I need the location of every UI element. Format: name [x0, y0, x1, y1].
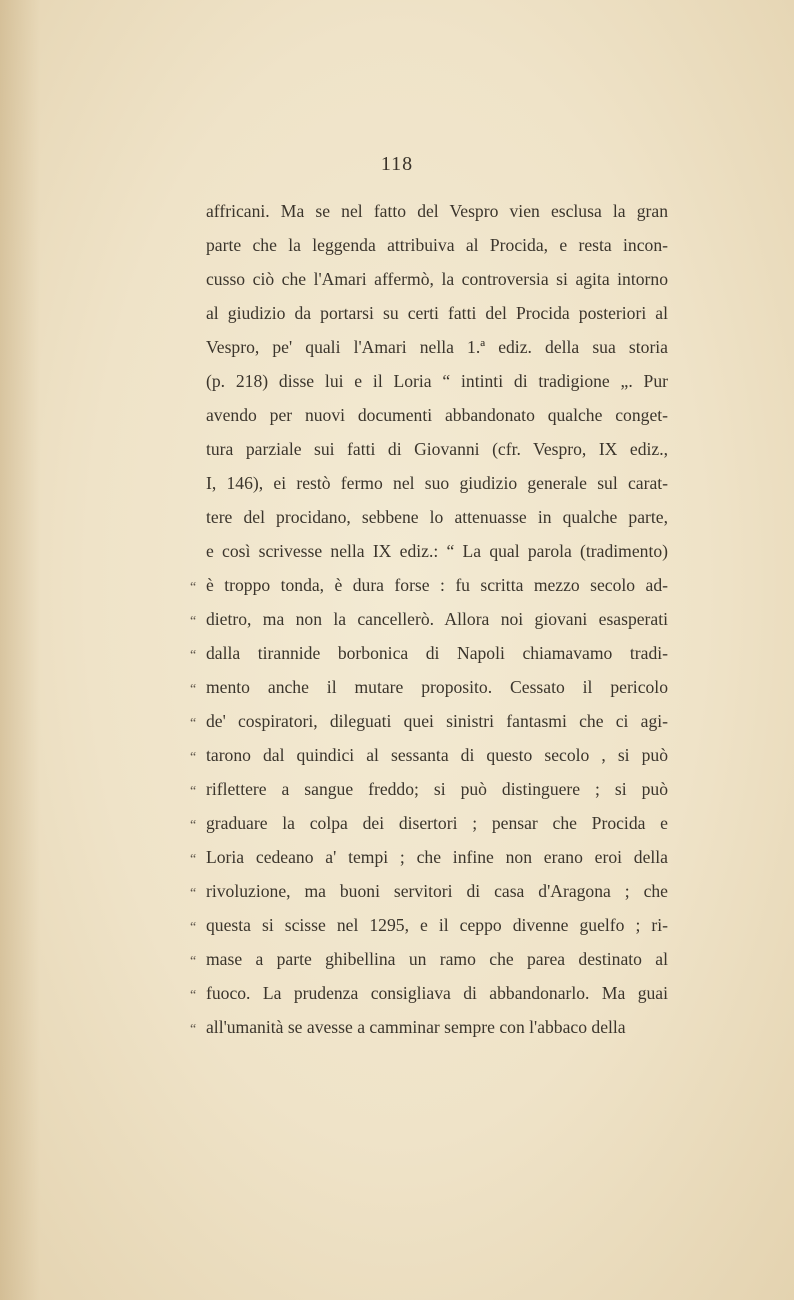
- text-line: [190, 636, 668, 670]
- quote-mark: “: [190, 648, 197, 663]
- line-text: riflettere a sangue freddo; si può distinguere ; si può: [206, 779, 668, 799]
- line-text: mase a parte ghibellina un ramo che parea destinato al: [206, 949, 668, 969]
- line-text: questa si scisse nel 1295, e il ceppo divenne guelfo ; ri-: [206, 915, 668, 935]
- line-text: dietro, ma non la cancellerò. Allora noi giovani esasperati: [206, 609, 668, 629]
- page-edge-shadow: [0, 0, 40, 1300]
- quote-mark: “: [190, 614, 197, 629]
- body-text: [190, 194, 668, 1044]
- text-line: [190, 806, 668, 840]
- line-text: e così scrivesse nella IX ediz.: “ La qual parola (tradimento): [206, 541, 668, 561]
- quote-mark: “: [190, 682, 197, 697]
- quote-mark: “: [190, 852, 197, 867]
- text-line: [190, 976, 668, 1010]
- text-line: [190, 398, 668, 432]
- text-line: [190, 432, 668, 466]
- line-text: è troppo tonda, è dura forse : fu scritta mezzo secolo ad-: [206, 575, 668, 595]
- text-line: [190, 500, 668, 534]
- text-line: [190, 1010, 668, 1044]
- line-text: dalla tirannide borbonica di Napoli chiamavamo tradi-: [206, 643, 668, 663]
- quote-mark: “: [190, 954, 197, 969]
- quote-mark: “: [190, 784, 197, 799]
- text-line: [190, 194, 668, 228]
- line-text: all'umanità se avesse a camminar sempre con l'abbaco della: [206, 1017, 626, 1037]
- quote-mark: “: [190, 716, 197, 731]
- line-text: tere del procidano, sebbene lo attenuasse in qualche parte,: [206, 507, 668, 527]
- line-text: tarono dal quindici al sessanta di questo secolo , si può: [206, 745, 668, 765]
- line-text: (p. 218) disse lui e il Loria “ intinti di tradigione „. Pur: [206, 371, 668, 391]
- quote-mark: “: [190, 1022, 197, 1037]
- line-text: I, 146), ei restò fermo nel suo giudizio generale sul carat-: [206, 473, 668, 493]
- line-text: mento anche il mutare proposito. Cessato il pericolo: [206, 677, 668, 697]
- line-text: affricani. Ma se nel fatto del Vespro vien esclusa la gran: [206, 201, 668, 221]
- text-line: [190, 228, 668, 262]
- quote-mark: “: [190, 818, 197, 833]
- text-line: [190, 738, 668, 772]
- text-line: [190, 364, 668, 398]
- text-line: [190, 840, 668, 874]
- text-line: [190, 704, 668, 738]
- text-line: [190, 874, 668, 908]
- quote-mark: “: [190, 886, 197, 901]
- line-text: de' cospiratori, dileguati quei sinistri fantasmi che ci agi-: [206, 711, 668, 731]
- page-number: 118: [380, 153, 414, 175]
- line-text: cusso ciò che l'Amari affermò, la controversia si agita intorno: [206, 269, 668, 289]
- quote-mark: “: [190, 580, 197, 595]
- text-line: [190, 296, 668, 330]
- line-text: Loria cedeano a' tempi ; che infine non erano eroi della: [206, 847, 668, 867]
- quote-mark: “: [190, 750, 197, 765]
- line-text: graduare la colpa dei disertori ; pensar che Procida e: [206, 813, 668, 833]
- text-line: [190, 466, 668, 500]
- line-text: parte che la leggenda attribuiva al Procida, e resta incon-: [206, 235, 668, 255]
- text-line: [190, 262, 668, 296]
- text-line: [190, 568, 668, 602]
- line-text: tura parziale sui fatti di Giovanni (cfr. Vespro, IX ediz.,: [206, 439, 668, 459]
- text-line: [190, 534, 668, 568]
- quote-mark: “: [190, 988, 197, 1003]
- line-text: al giudizio da portarsi su certi fatti del Procida posteriori al: [206, 303, 668, 323]
- text-line: [190, 942, 668, 976]
- text-line: [190, 330, 668, 364]
- text-line: [190, 772, 668, 806]
- quote-mark: “: [190, 920, 197, 935]
- text-line: [190, 602, 668, 636]
- line-text: Vespro, pe' quali l'Amari nella 1.ª ediz. della sua storia: [206, 337, 668, 357]
- text-line: [190, 670, 668, 704]
- line-text: rivoluzione, ma buoni servitori di casa d'Aragona ; che: [206, 881, 668, 901]
- line-text: avendo per nuovi documenti abbandonato qualche conget-: [206, 405, 668, 425]
- text-line: [190, 908, 668, 942]
- line-text: fuoco. La prudenza consigliava di abbandonarlo. Ma guai: [206, 983, 668, 1003]
